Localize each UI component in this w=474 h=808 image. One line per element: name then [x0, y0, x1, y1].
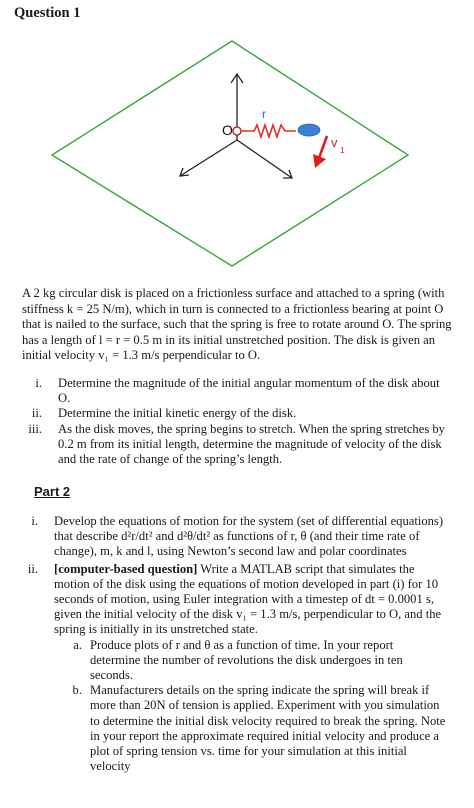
label-v-subscript: 1 — [340, 145, 345, 155]
coordinate-axes — [180, 74, 292, 178]
diagram-figure — [0, 0, 474, 285]
part2-item — [0, 562, 446, 638]
label-r: r — [262, 107, 266, 121]
part1-list — [0, 376, 474, 467]
part1-item-text: Determine the magnitude of the initial angular momentum of the disk about O. — [58, 376, 440, 406]
part1-item-number: iii. — [28, 421, 42, 436]
part1-item-number: ii. — [31, 406, 42, 421]
label-o: O — [222, 122, 233, 138]
question-title: Question 1 — [14, 5, 81, 21]
part1-item — [0, 422, 450, 468]
bearing-point-o — [233, 127, 241, 135]
part2-item-number: i. — [31, 514, 38, 528]
part2-subitem — [0, 683, 446, 774]
label-v: v — [331, 135, 338, 150]
velocity-arrow — [313, 136, 327, 168]
part2-heading: Part 2 — [34, 484, 71, 499]
part2-subitem-text: Produce plots of r and θ as a function of time. In your report determine the number of revolutions the disk undergoes in ten seconds. — [90, 637, 403, 683]
part2-subitem-text: Manufacturers details on the spring indicate the spring will break if more than 20N of tension is applied. Experiment with you simulation to determine the initial disk velocity required to break the spring. Note in your report the approximate required initial velocity and produce a plot of spring tension vs. time for your simulation at this initial velocity — [90, 683, 446, 774]
part2-subitem-letter: a. — [73, 637, 82, 652]
part1-item — [0, 406, 450, 421]
part1-item-text: Determine the initial kinetic energy of the disk. — [58, 406, 297, 421]
computer-question-tag: [computer-based question] — [54, 561, 198, 576]
part2-item-number: ii. — [27, 561, 38, 576]
part2-subitem — [0, 638, 446, 684]
part1-item-number: i. — [35, 376, 42, 390]
part2-item — [0, 514, 446, 560]
part2-item-text: Develop the equations of motion for the system (set of differential equations) that describe d²r/dt² and d²θ/dt² as functions of r, θ (and their time rate of change), m, k and l, using Newton’s second law and polar coordinates — [54, 514, 444, 559]
part1-item — [0, 376, 450, 406]
problem-statement: A 2 kg circular disk is placed on a frictionless surface and attached to a spring (with stiffness k = 25 N/m), which in turn is connected to a frictionless bearing at point O that is nailed to the surface, such that the spring is free to rotate around O. The spring has a length of l = r = 0.5 m in its initial unstretched position. The disk is given an initial velocity v₁ = 1.3 m/s perpendicular to O. — [22, 286, 452, 362]
part2-item-text: Write a MATLAB script that simulates the motion of the disk using the equations of motion developed in part (i) for 10 seconds of motion, using Euler integration with a timestep of dt = 0.0001 s, given the initial velocity of the disk v₁ = 1.3 m/s, perpendicular to O, and the spring is initially in its unstretched state. — [54, 561, 442, 637]
frictionless-plane — [52, 41, 408, 266]
part2-subitem-letter: b. — [72, 683, 82, 698]
disk — [298, 124, 320, 136]
spring — [241, 125, 296, 137]
part2-list — [0, 514, 474, 774]
part1-item-text: As the disk moves, the spring begins to stretch. When the spring stretches by 0.2 m from its initial length, determine the magnitude of velocity of the disk and the rate of change of the spring’s length. — [58, 421, 445, 467]
